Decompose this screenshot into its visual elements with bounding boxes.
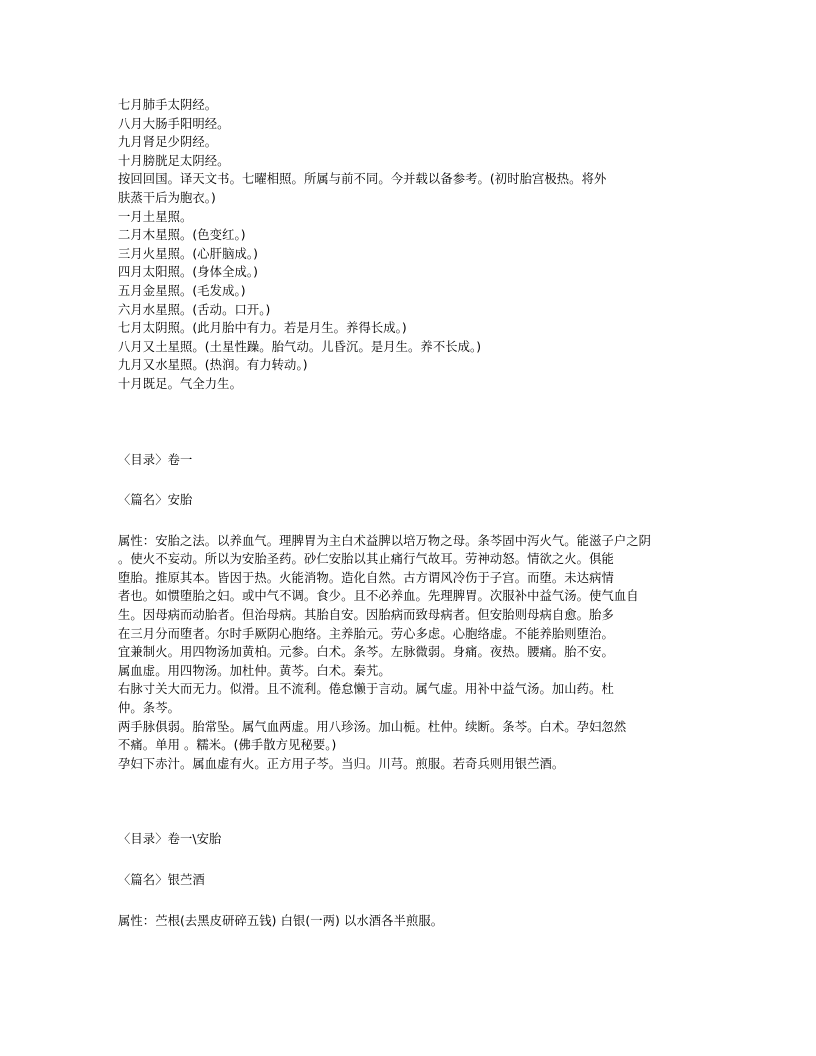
section-title-antai: 〈篇名〉安胎 <box>118 493 193 508</box>
text-line: 属血虚。用四物汤。加杜仲。黄芩。白术。秦艽。 <box>118 663 391 678</box>
text-line: 十月既足。气全力生。 <box>118 376 242 391</box>
text-line: 。使火不妄动。所以为安胎圣药。砂仁安胎以其止痛行气故耳。劳神动怒。情欲之火。俱能 <box>118 552 614 567</box>
text-line: 六月水星照。(舌动。口开。) <box>118 302 271 317</box>
text-line: 七月肺手太阴经。 <box>118 98 218 112</box>
text-line: 十月膀胱足太阴经。 <box>118 153 230 168</box>
text-line: 两手脉俱弱。胎常坠。属气血两虚。用八珍汤。加山栀。杜仲。续断。条芩。白术。孕妇忽然 <box>118 719 627 734</box>
text-line: 一月土星照。 <box>118 209 193 224</box>
text-line: 三月火星照。(心肝脑成。) <box>118 246 259 261</box>
text-line: 属性：苎根(去黑皮研碎五钱) 白银(一两) 以水酒各半煎服。 <box>118 913 444 928</box>
paragraph-antai-body <box>118 532 720 774</box>
text-line: 孕妇下赤汁。属血虚有火。正方用子芩。当归。川芎。煎服。若奇兵则用银苎酒。 <box>118 756 565 771</box>
text-line: 七月太阴照。(此月胎中有力。若是月生。养得长成。) <box>118 321 407 336</box>
text-line: 四月太阳照。(身体全成。) <box>118 265 259 280</box>
section-spacer <box>118 394 720 451</box>
catalog-heading-juan-yi: 〈目录〉卷一 <box>118 452 193 467</box>
catalog-heading-juan-yi-antai: 〈目录〉卷一\安胎 <box>118 832 222 847</box>
section-spacer <box>118 890 720 912</box>
paragraph-month-meridians <box>118 96 720 394</box>
section-title-yinzhujiu: 〈篇名〉银苎酒 <box>118 873 205 887</box>
text-line: 右脉寸关大而无力。似滑。且不流利。倦怠懒于言动。属气虚。用补中益气汤。加山药。杜 <box>118 682 614 697</box>
document-body <box>118 96 720 930</box>
text-line: 者也。如惯堕胎之妇。或中气不调。食少。且不必养血。先理脾胃。次服补中益气汤。使气血自 <box>118 589 639 604</box>
text-line: 在三月分而堕者。尔时手厥阴心胞络。主养胎元。劳心多虑。心胞络虚。不能养胎则堕治。 <box>118 626 614 641</box>
text-line: 九月又水星照。(热润。有力转动。) <box>118 358 308 373</box>
paragraph-yinzhujiu-body <box>118 912 720 931</box>
text-line: 属性：安胎之法。以养血气。理脾胃为主白术益脾以培万物之母。条芩固中泻火气。能滋子户之阴 <box>118 533 652 548</box>
text-line: 肤蒸干后为胞衣。) <box>118 190 216 205</box>
text-line: 八月大肠手阳明经。 <box>118 116 230 131</box>
text-line: 八月又土星照。(土星性躁。胎气动。儿昏沉。是月生。养不长成。) <box>118 339 482 354</box>
text-line: 九月肾足少阴经。 <box>118 135 218 150</box>
text-line: 堕胎。推原其本。皆因于热。火能消物。造化自然。古方谓风冷伤于子宫。而堕。未达病情 <box>118 570 614 585</box>
text-line: 不痛。单用 。糯米。(佛手散方见秘要。) <box>118 738 337 753</box>
text-line: 五月金星照。(毛发成。) <box>118 283 246 298</box>
text-line: 生。因母病而动胎者。但治母病。其胎自安。因胎病而致母病者。但安胎则母病自愈。胎多 <box>118 608 614 623</box>
section-spacer <box>118 510 720 532</box>
text-line: 二月木星照。(色变红。) <box>118 228 246 243</box>
section-spacer <box>118 773 720 830</box>
text-line: 按回回国。译天文书。七曜相照。所属与前不同。今并载以备参考。(初时胎宫极热。将外 <box>118 172 607 187</box>
section-spacer <box>118 469 720 491</box>
text-line: 仲。条芩。 <box>118 701 180 716</box>
text-line: 宜兼制火。用四物汤加黄柏。元参。白术。条芩。左脉微弱。身痛。夜热。腰痛。胎不安。 <box>118 645 614 660</box>
section-spacer <box>118 849 720 871</box>
